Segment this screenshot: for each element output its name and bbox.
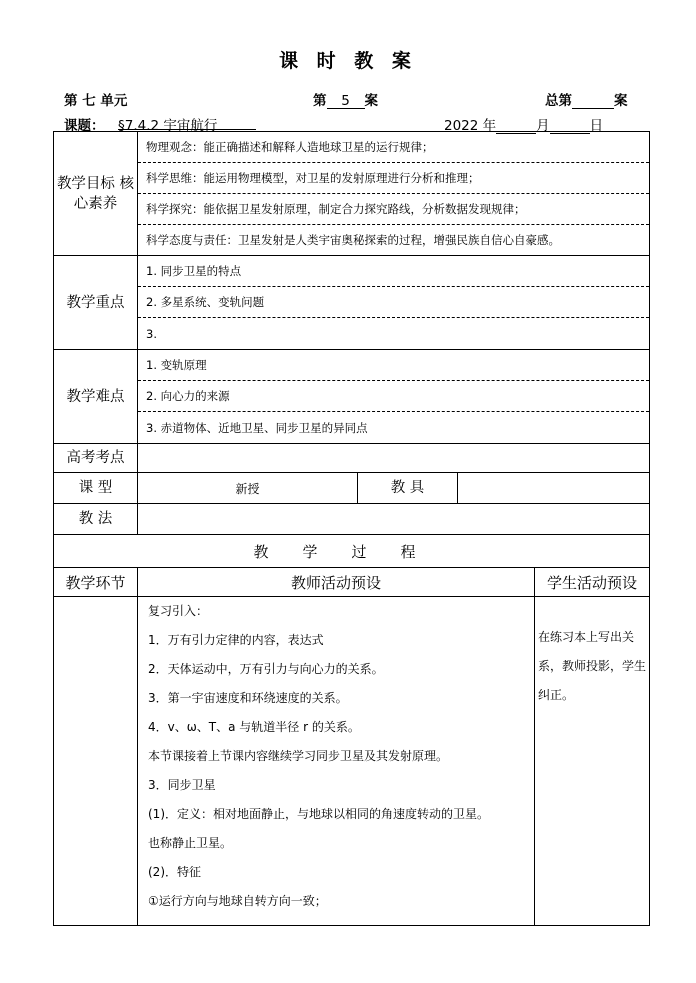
student-activity-cell [535, 597, 650, 926]
method-label: 教 法 [54, 504, 138, 535]
process-col-teacher: 教师活动预设 [138, 568, 535, 597]
lesson-number: 第 5 案 [313, 93, 378, 109]
teacher-activity-cell [138, 597, 535, 926]
course-type-value: 新授 [138, 473, 358, 504]
teacher-line: (2)．特征 [148, 865, 201, 879]
teacher-line: 3．同步卫星 [148, 778, 216, 792]
teacher-line: 1．万有引力定律的内容，表达式 [148, 633, 324, 647]
teacher-line: 复习引入： [148, 604, 209, 618]
difficulty-item: 3. 赤道物体、近地卫星、同步卫星的异同点 [146, 420, 368, 435]
date-field: 2022 年 月 日 [444, 118, 604, 134]
process-stage-cell [54, 597, 138, 926]
goal-item: 科学探究：能依据卫星发射原理，制定合力探究路线，分析数据发现规律； [138, 194, 649, 225]
process-col-student: 学生活动预设 [535, 568, 650, 597]
topic-label: 课题： [64, 118, 105, 134]
key-points-label: 教学重点 [54, 256, 138, 350]
exam-value [138, 444, 650, 473]
exam-row [54, 444, 650, 473]
student-activity-text: 在练习本上写出关系，教师投影，学生纠正。 [538, 630, 647, 702]
teacher-line: (1)．定义：相对地面静止，与地球以相同的角速度转动的卫星。 [148, 807, 490, 821]
process-body-row [54, 597, 650, 926]
lesson-plan-table [53, 131, 650, 926]
page-title: 课 时 教 案 [279, 50, 417, 72]
teacher-line: 本节课接着上节课内容继续学习同步卫星及其发射原理。 [148, 749, 449, 763]
course-type-label: 课 型 [54, 473, 138, 504]
tools-label: 教 具 [358, 473, 458, 504]
exam-label: 高考考点 [54, 444, 138, 473]
difficulties-label: 教学难点 [54, 350, 138, 444]
teacher-line: 3．第一宇宙速度和环绕速度的关系。 [148, 691, 348, 705]
goal-item: 物理观念：能正确描述和解释人造地球卫星的运行规律； [138, 132, 649, 163]
process-title: 教学过程 [54, 535, 650, 568]
process-col-stage: 教学环节 [54, 568, 138, 597]
key-point-item: 2. 多星系统、变轨问题 [138, 287, 649, 318]
goal-item: 科学态度与责任：卫星发射是人类宇宙奥秘探索的过程，增强民族自信心自豪感。 [146, 233, 560, 247]
goals-row [54, 132, 650, 256]
key-points-row [54, 256, 650, 350]
goal-item: 科学思维：能运用物理模型，对卫星的发射原理进行分析和推理； [138, 163, 649, 194]
teacher-line: 4．v、ω、T、a 与轨道半径 r 的关系。 [148, 720, 360, 734]
teacher-line: 也称静止卫星。 [148, 836, 233, 850]
key-point-item: 3. [146, 326, 157, 341]
course-row [54, 473, 650, 504]
process-title-row [54, 535, 650, 568]
topic-value: §7.4.2 宇宙航行 [118, 114, 256, 130]
unit-label: 第 七 单元 [64, 93, 128, 109]
total-number: 总第 案 [545, 93, 628, 109]
teacher-line: 2．天体运动中，万有引力与向心力的关系。 [148, 662, 384, 676]
goals-label: 教学目标 核心素养 [54, 132, 138, 256]
teacher-line: ①运行方向与地球自转方向一致； [148, 894, 327, 908]
difficulties-row [54, 350, 650, 444]
tools-value [458, 473, 650, 504]
difficulty-item: 1. 变轨原理 [138, 350, 649, 381]
method-row [54, 504, 650, 535]
key-point-item: 1. 同步卫星的特点 [138, 256, 649, 287]
method-value [138, 504, 650, 535]
process-header-row [54, 568, 650, 597]
difficulty-item: 2. 向心力的来源 [138, 381, 649, 412]
